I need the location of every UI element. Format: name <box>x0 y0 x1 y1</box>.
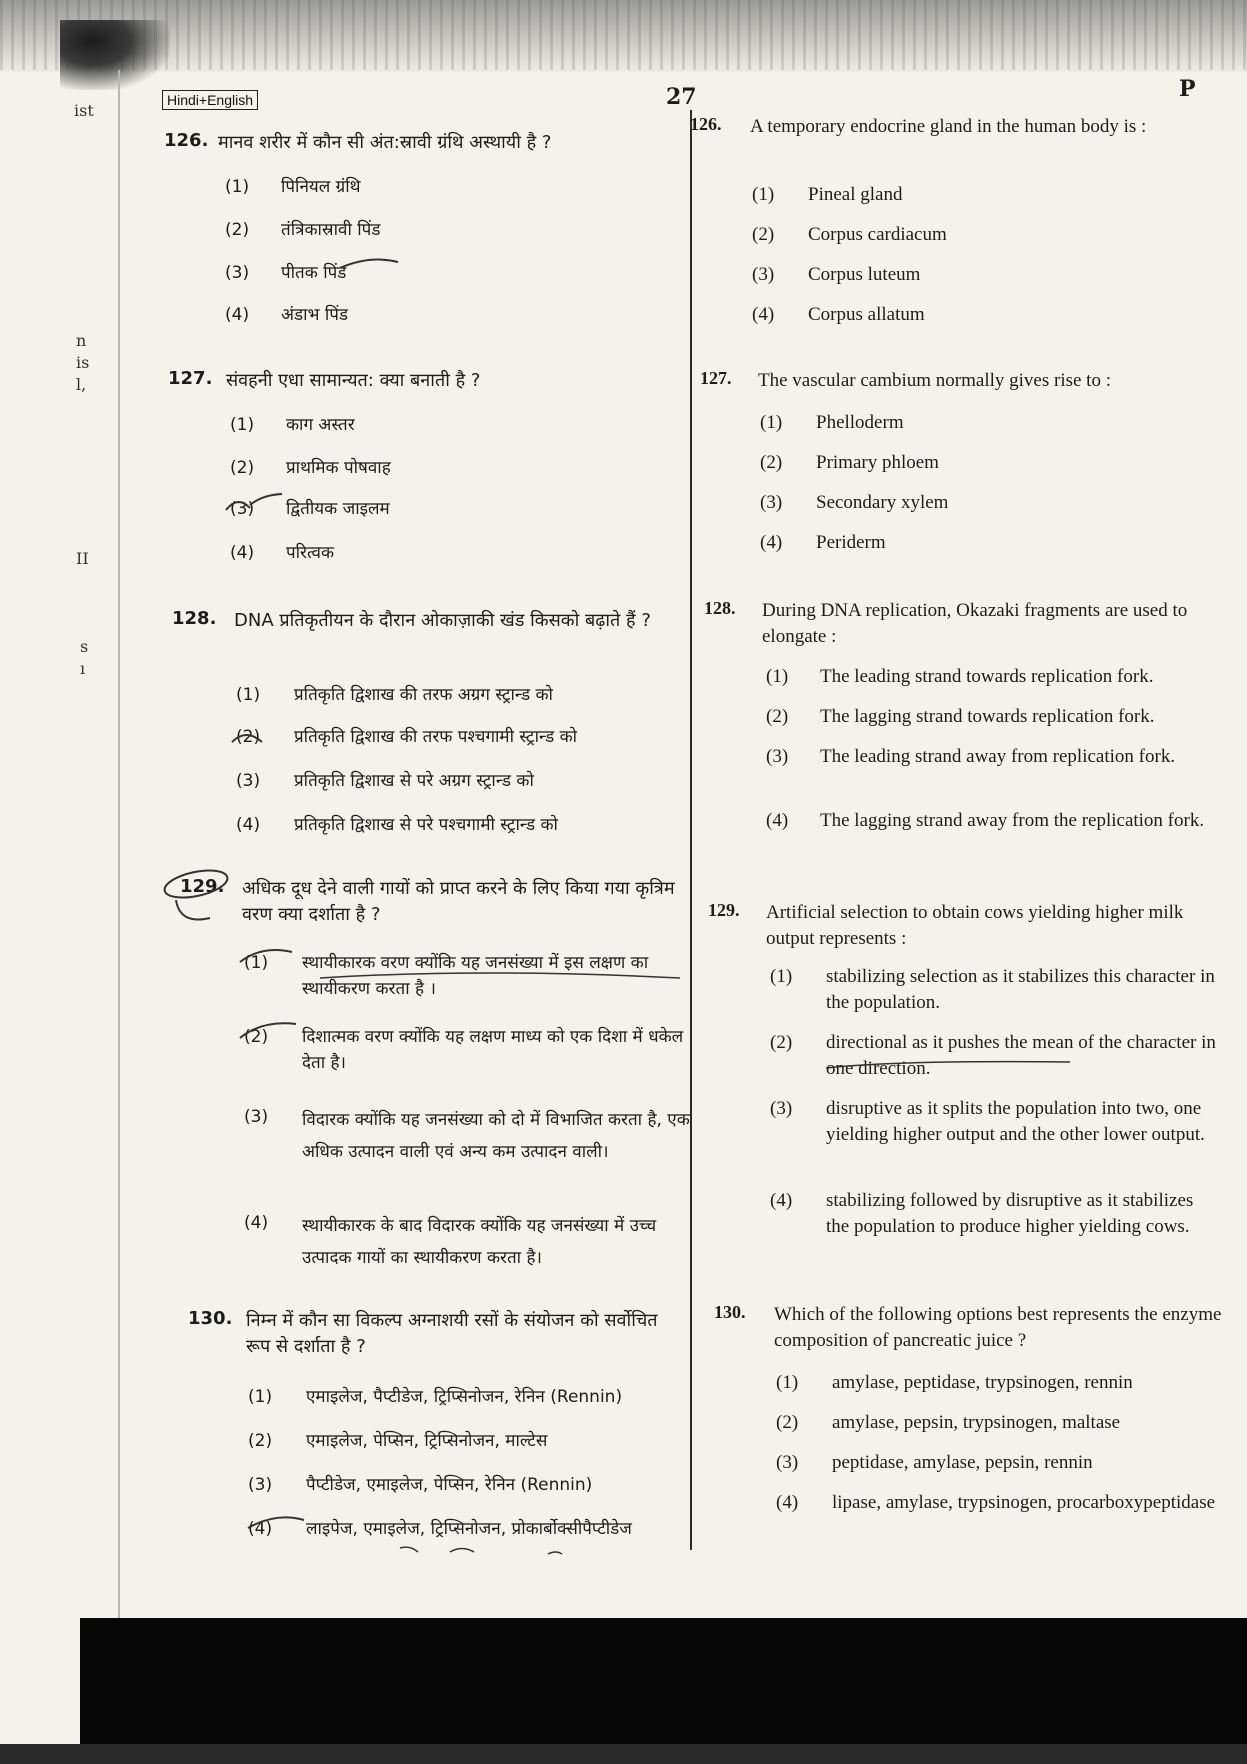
option-label: (1) <box>236 685 261 705</box>
option-label: (2) <box>248 1431 273 1451</box>
option-label: (3) <box>230 499 255 519</box>
option-label: (4) <box>248 1519 273 1539</box>
set-code: P <box>1179 76 1196 102</box>
option-label: (1) <box>776 1372 799 1393</box>
margin-fragment: s <box>80 637 89 656</box>
option-label: (2) <box>760 452 783 473</box>
option-text: पैप्टीडेज, एमाइलेज, पेप्सिन, रेनिन (Rennin) <box>306 1475 593 1495</box>
option-text: प्रतिकृति द्विशाख की तरफ पश्चगामी स्ट्रान्ड को <box>294 727 578 747</box>
page-number: 27 <box>666 84 697 110</box>
question-text: संवहनी एधा सामान्यत: क्या बनाती है ? <box>226 370 481 391</box>
question-text: The vascular cambium normally gives rise to : <box>758 370 1111 391</box>
question-number: 128. <box>172 608 217 629</box>
pen-circle-129 <box>162 866 230 903</box>
question-text: A temporary endocrine gland in the human body is : <box>750 116 1147 137</box>
option-label: (3) <box>760 492 783 513</box>
option-label: (4) <box>230 543 255 563</box>
option-label: (2) <box>770 1032 793 1053</box>
option-text: The lagging strand towards replication fork. <box>820 706 1155 727</box>
question-text: Artificial selection to obtain cows yielding higher milk output represents : <box>766 902 1184 949</box>
question-number: 129. <box>708 900 740 920</box>
pen-mark-129 <box>176 900 210 920</box>
option-text: प्राथमिक पोषवाह <box>286 458 391 478</box>
option-text: स्थायीकारक वरण क्योंकि यह जनसंख्या में इस लक्षण का स्थायीकरण करता है । <box>302 953 649 999</box>
option-text: lipase, amylase, trypsinogen, procarboxypeptidase <box>832 1492 1216 1513</box>
option-text: द्वितीयक जाइलम <box>286 499 390 519</box>
option-label: (4) <box>244 1213 269 1233</box>
option-text: Pineal gland <box>808 184 903 205</box>
pen-mark-126 <box>340 260 398 268</box>
pen-mark-129-opt2 <box>240 1023 296 1038</box>
option-text: Corpus luteum <box>808 264 921 285</box>
option-text: Secondary xylem <box>816 492 949 513</box>
option-label: (1) <box>766 666 789 687</box>
question-number: 127. <box>700 368 732 388</box>
option-text: Corpus allatum <box>808 304 925 325</box>
option-text: stabilizing selection as it stabilizes this character in the population. <box>826 966 1215 1013</box>
option-text: The leading strand away from replication fork. <box>820 746 1176 767</box>
option-text: परित्वक <box>286 543 335 563</box>
option-label: (3) <box>770 1098 793 1119</box>
option-label: (2) <box>236 727 261 747</box>
option-text: पिनियल ग्रंथि <box>281 177 361 197</box>
question-number: 130. <box>188 1308 233 1329</box>
option-text: विदारक क्योंकि यह जनसंख्या को दो में विभाजित करता है, एक अधिक उत्पादन वाली एवं अन्य कम उत्पादन वाली। <box>302 1110 690 1162</box>
option-label: (2) <box>766 706 789 727</box>
option-label: (3) <box>244 1107 269 1127</box>
margin-fragment: ı <box>80 659 86 678</box>
option-text: The lagging strand away from the replication fork. <box>820 810 1205 831</box>
question-text: निम्न में कौन सा विकल्प अग्नाशयी रसों के संयोजन को सर्वोचित रूप से दर्शाता है ? <box>246 1310 658 1357</box>
margin-fragment: l, <box>76 375 87 394</box>
option-label: (2) <box>776 1412 799 1433</box>
option-text: Phelloderm <box>816 412 904 433</box>
option-label: (3) <box>248 1475 273 1495</box>
option-text: पीतक पिंड <box>281 263 347 283</box>
option-text: स्थायीकारक के बाद विदारक क्योंकि यह जनसंख्या में उच्च उत्पादक गायों का स्थायीकरण करता है। <box>302 1216 657 1268</box>
margin-fragment: n <box>76 331 87 350</box>
option-label: (4) <box>766 810 789 831</box>
question-text: मानव शरीर में कौन सी अंत:स्रावी ग्रंथि अस्थायी है ? <box>218 132 552 153</box>
question-number: 126. <box>690 114 722 134</box>
option-text: दिशात्मक वरण क्योंकि यह लक्षण माध्य को एक दिशा में धकेल देता है। <box>302 1027 684 1073</box>
option-label: (1) <box>248 1387 273 1407</box>
option-text: अंडाभ पिंड <box>281 305 348 325</box>
pen-underline-129 <box>320 973 680 978</box>
option-text: peptidase, amylase, pepsin, rennin <box>832 1452 1093 1473</box>
option-label: (2) <box>752 224 775 245</box>
option-label: (4) <box>225 305 250 325</box>
option-label: (4) <box>236 815 261 835</box>
option-text: प्रतिकृति द्विशाख की तरफ अग्रग स्ट्रान्ड को <box>294 685 553 705</box>
option-text: Primary phloem <box>816 452 939 473</box>
pen-mark-129-opt1 <box>240 950 292 962</box>
option-text: तंत्रिकास्रावी पिंड <box>281 220 381 240</box>
option-text: प्रतिकृति द्विशाख से परे अग्रग स्ट्रान्ड को <box>294 771 534 791</box>
option-label: (2) <box>225 220 250 240</box>
pen-scribbles-130 <box>400 1547 562 1554</box>
option-text: amylase, peptidase, trypsinogen, rennin <box>832 1372 1133 1393</box>
margin-fragment: is <box>76 353 90 372</box>
option-label: (1) <box>225 177 250 197</box>
option-label: (4) <box>770 1190 793 1211</box>
option-label: (4) <box>760 532 783 553</box>
option-label: (1) <box>244 953 269 973</box>
question-number: 129. <box>180 876 225 897</box>
option-label: (1) <box>770 966 793 987</box>
option-label: (4) <box>776 1492 799 1513</box>
option-text: एमाइलेज, पैप्टीडेज, ट्रिप्सिनोजन, रेनिन (Rennin) <box>306 1387 623 1407</box>
option-label: (2) <box>244 1027 269 1047</box>
option-text: amylase, pepsin, trypsinogen, maltase <box>832 1412 1121 1433</box>
question-number: 126. <box>164 130 209 151</box>
option-text: काग अस्तर <box>286 415 355 435</box>
question-text: During DNA replication, Okazaki fragments are used to elongate : <box>762 600 1188 647</box>
question-number: 127. <box>168 368 213 389</box>
pen-mark-130 <box>248 1517 304 1528</box>
pen-underline-129-en <box>826 1062 1070 1068</box>
option-text: प्रतिकृति द्विशाख से परे पश्चगामी स्ट्रान्ड को <box>294 815 558 835</box>
option-text: Corpus cardiacum <box>808 224 947 245</box>
question-text: DNA प्रतिकृतीयन के दौरान ओकाज़ाकी खंड किसको बढ़ाते हैं ? <box>234 610 651 631</box>
option-label: (3) <box>752 264 775 285</box>
question-text: अधिक दूध देने वाली गायों को प्राप्त करने के लिए किया गया कृत्रिम वरण क्या दर्शाता है ? <box>242 878 675 925</box>
option-label: (1) <box>752 184 775 205</box>
option-text: disruptive as it splits the population into two, one yielding higher output and the other lower output. <box>826 1098 1205 1145</box>
option-text: Periderm <box>816 532 886 553</box>
option-label: (4) <box>752 304 775 325</box>
option-text: एमाइलेज, पेप्सिन, ट्रिप्सिनोजन, माल्टेस <box>306 1431 548 1451</box>
option-text: directional as it pushes the mean of the character in one direction. <box>826 1032 1216 1079</box>
option-label: (3) <box>236 771 261 791</box>
option-text: The leading strand towards replication fork. <box>820 666 1154 687</box>
option-label: (1) <box>230 415 255 435</box>
pen-mark-127 <box>226 494 282 510</box>
language-badge: Hindi+English <box>162 90 258 110</box>
pen-mark-128 <box>232 735 262 742</box>
option-label: (3) <box>225 263 250 283</box>
margin-fragment: II <box>76 549 89 568</box>
question-text: Which of the following options best represents the enzyme composition of pancreatic juice ? <box>774 1304 1222 1351</box>
question-number: 130. <box>714 1302 746 1322</box>
option-label: (1) <box>760 412 783 433</box>
margin-fragment: ist <box>74 101 94 120</box>
option-text: stabilizing followed by disruptive as it stabilizes the population to produce higher yielding cows. <box>826 1190 1194 1237</box>
option-label: (3) <box>766 746 789 767</box>
option-label: (3) <box>776 1452 799 1473</box>
question-number: 128. <box>704 598 736 618</box>
option-text: लाइपेज, एमाइलेज, ट्रिप्सिनोजन, प्रोकार्बोक्सीपैप्टीडेज <box>306 1519 632 1539</box>
option-label: (2) <box>230 458 255 478</box>
